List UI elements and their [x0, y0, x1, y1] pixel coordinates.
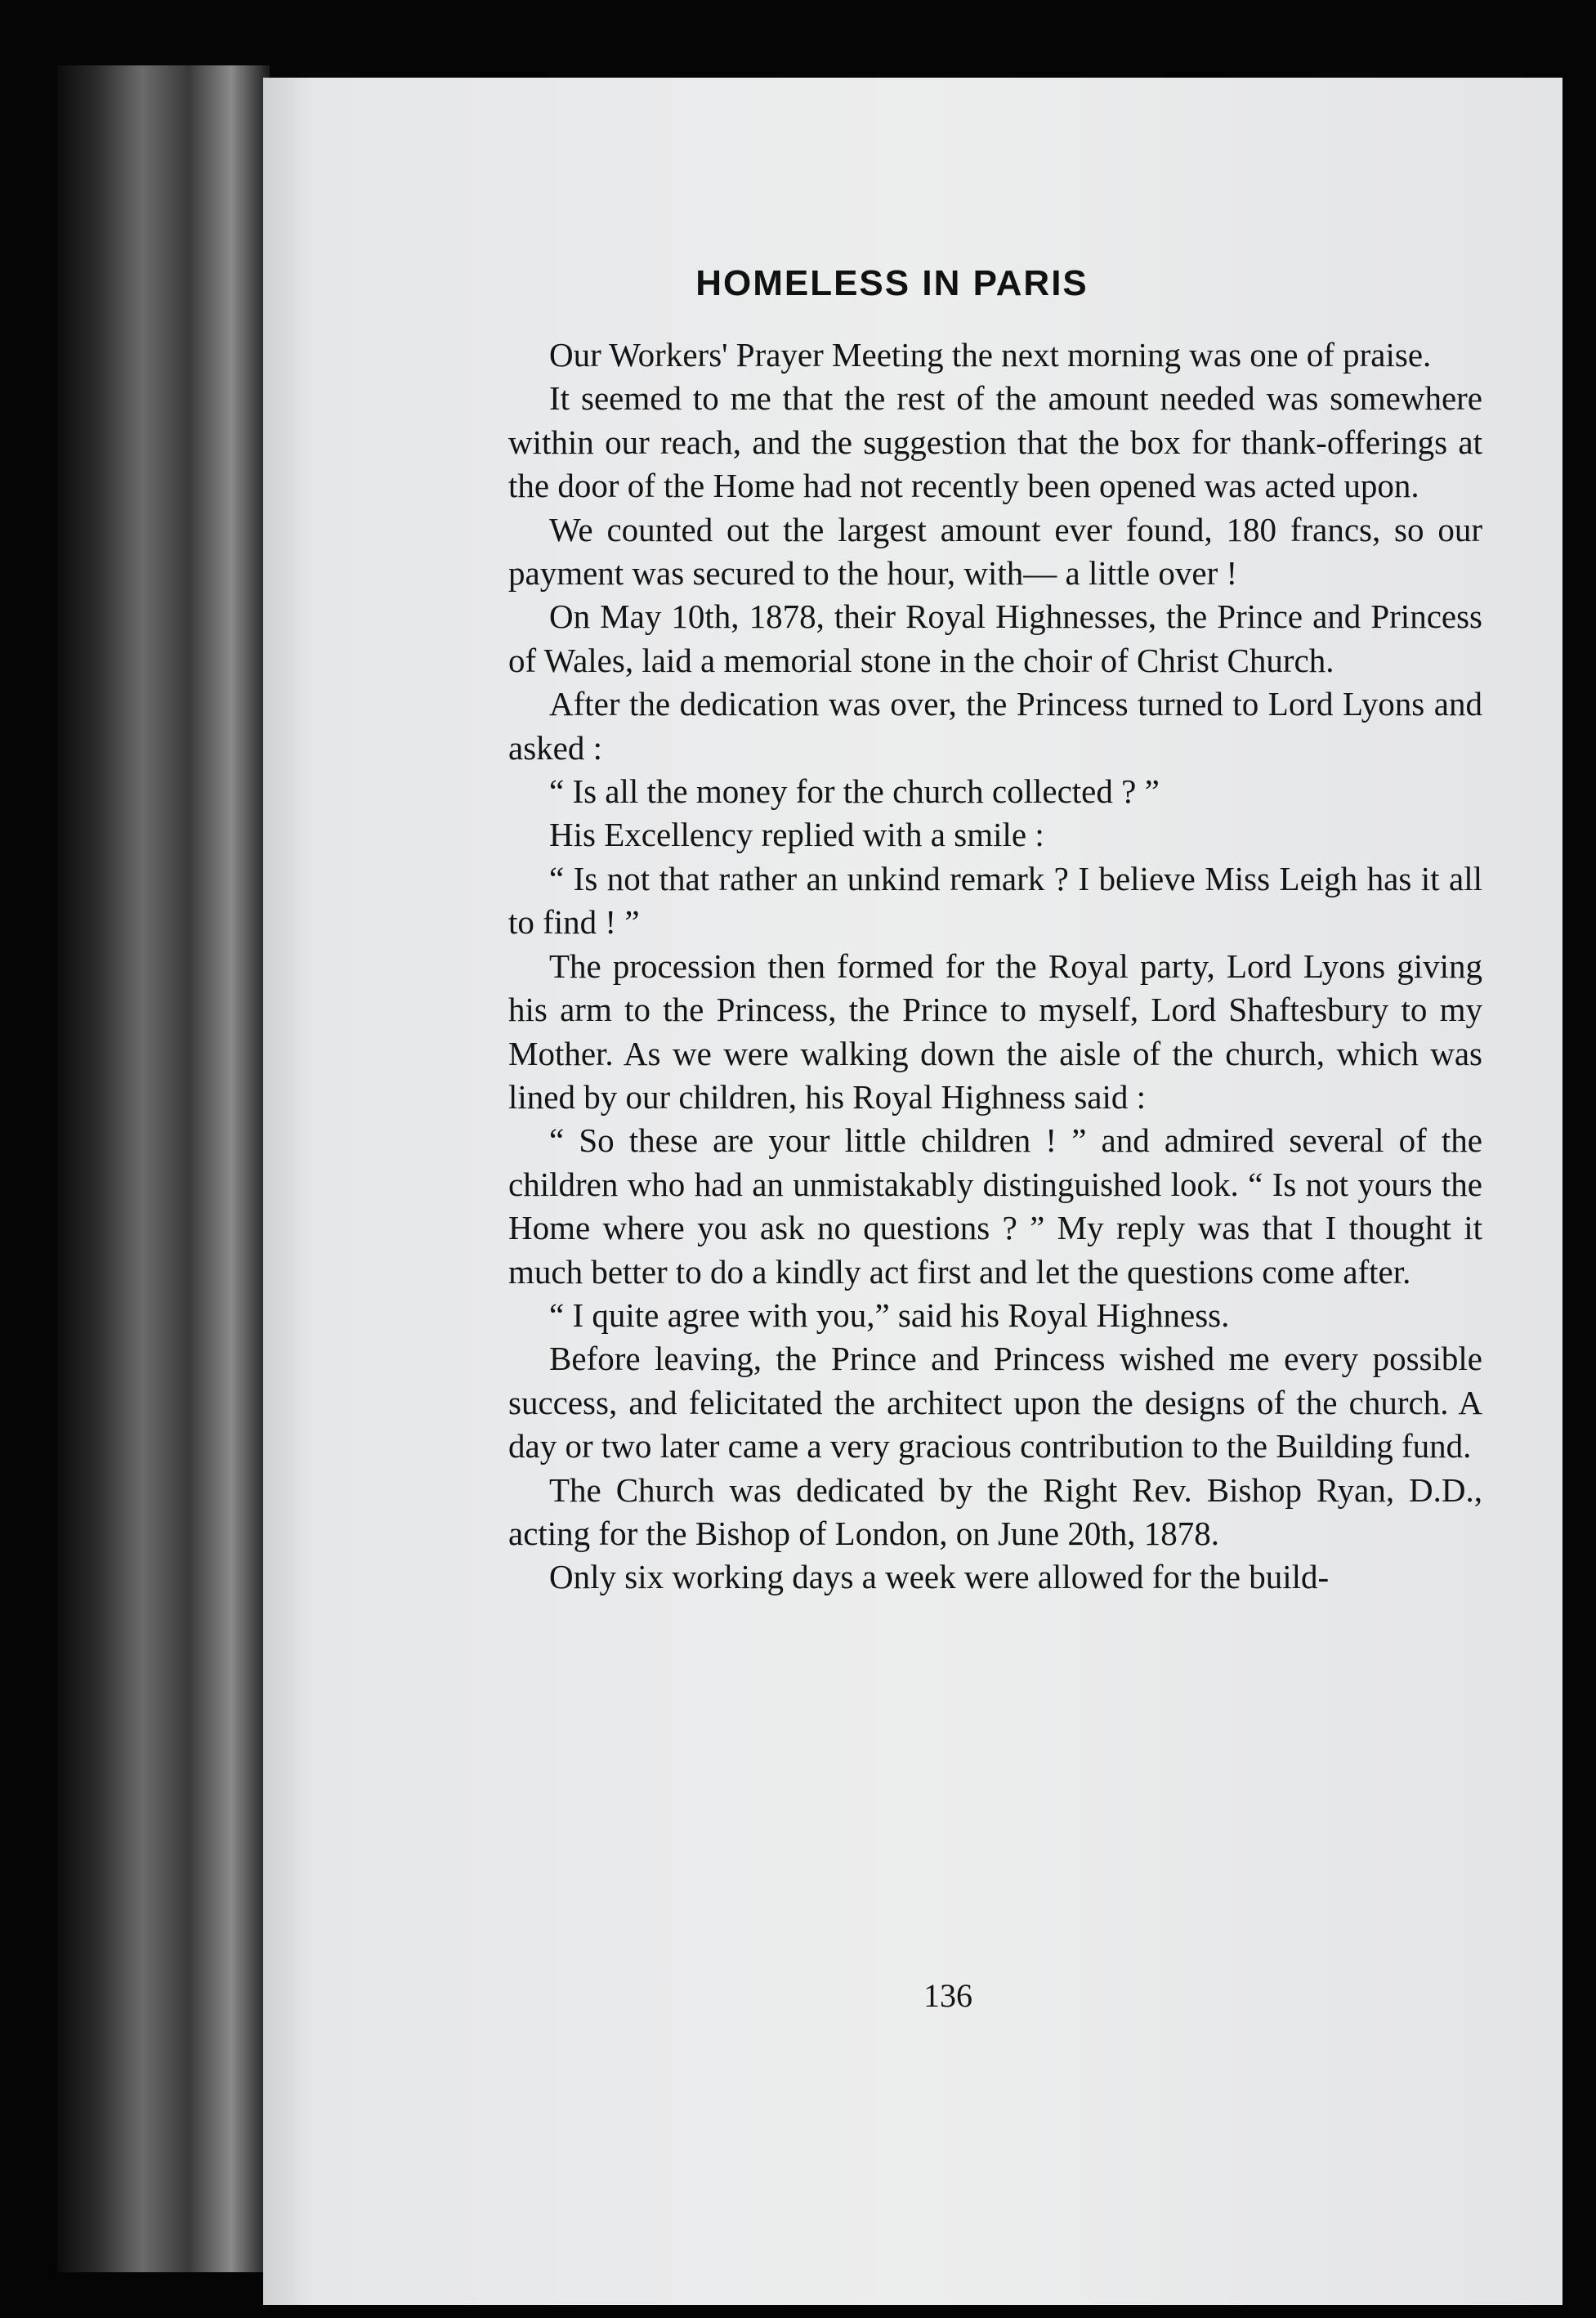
paragraph: His Excellency replied with a smile : [549, 816, 1044, 854]
paragraph: Only six working days a week were allowed for the build- [549, 1558, 1330, 1596]
paragraph: “ I quite agree with you,” said his Royal Highness. [549, 1295, 1230, 1334]
paragraph: We counted out the largest amount ever found, 180 francs, so our payment was secured to the hour, with— a little over ! [508, 510, 1482, 593]
running-head: HOMELESS IN PARIS [695, 263, 1089, 303]
paragraph: Before leaving, the Prince and Princess wished me every possible success, and felicitated the architect upon the designs of the church. A day or two later came a very gracious contribution to the Building fund. [508, 1340, 1482, 1466]
paragraph: “ Is not that rather an unkind remark ? I believe Miss Leigh has it all to find ! ” [508, 859, 1482, 942]
paragraph: It seemed to me that the rest of the amount needed was somewhere within our reach, and the suggestion that the box for thank-offerings at the door of the Home had not recently been opened was acted upon. [508, 379, 1482, 505]
paragraph: After the dedication was over, the Princess turned to Lord Lyons and asked : [508, 685, 1482, 767]
paragraph: The Church was dedicated by the Right Rev. Bishop Ryan, D.D., acting for the Bishop of London, on June 20th, 1878. [508, 1470, 1482, 1552]
paragraph: “ So these are your little children ! ” and admired several of the children who had an unmistakably distinguished look. “ Is not yours the Home where you ask no questions ? ” My reply was that I thought it much better to do a kindly act first and let the questions come after. [508, 1121, 1482, 1291]
page-number: 136 [923, 1977, 972, 2014]
paragraph: “ Is all the money for the church collected ? ” [549, 772, 1160, 811]
paragraph: The procession then formed for the Royal party, Lord Lyons giving his arm to the Princess, the Prince to myself, Lord Shaftesbury to my Mother. As we were walking down the aisle of the church, which was lined by our children, his Royal Highness said : [508, 946, 1482, 1116]
paragraph: Our Workers' Prayer Meeting the next morning was one of praise. [549, 336, 1432, 374]
body-text [508, 333, 1482, 1600]
paragraph: On May 10th, 1878, their Royal Highnesses, the Prince and Princess of Wales, laid a memorial stone in the choir of Christ Church. [508, 597, 1482, 679]
book-page-edges [57, 65, 270, 2272]
